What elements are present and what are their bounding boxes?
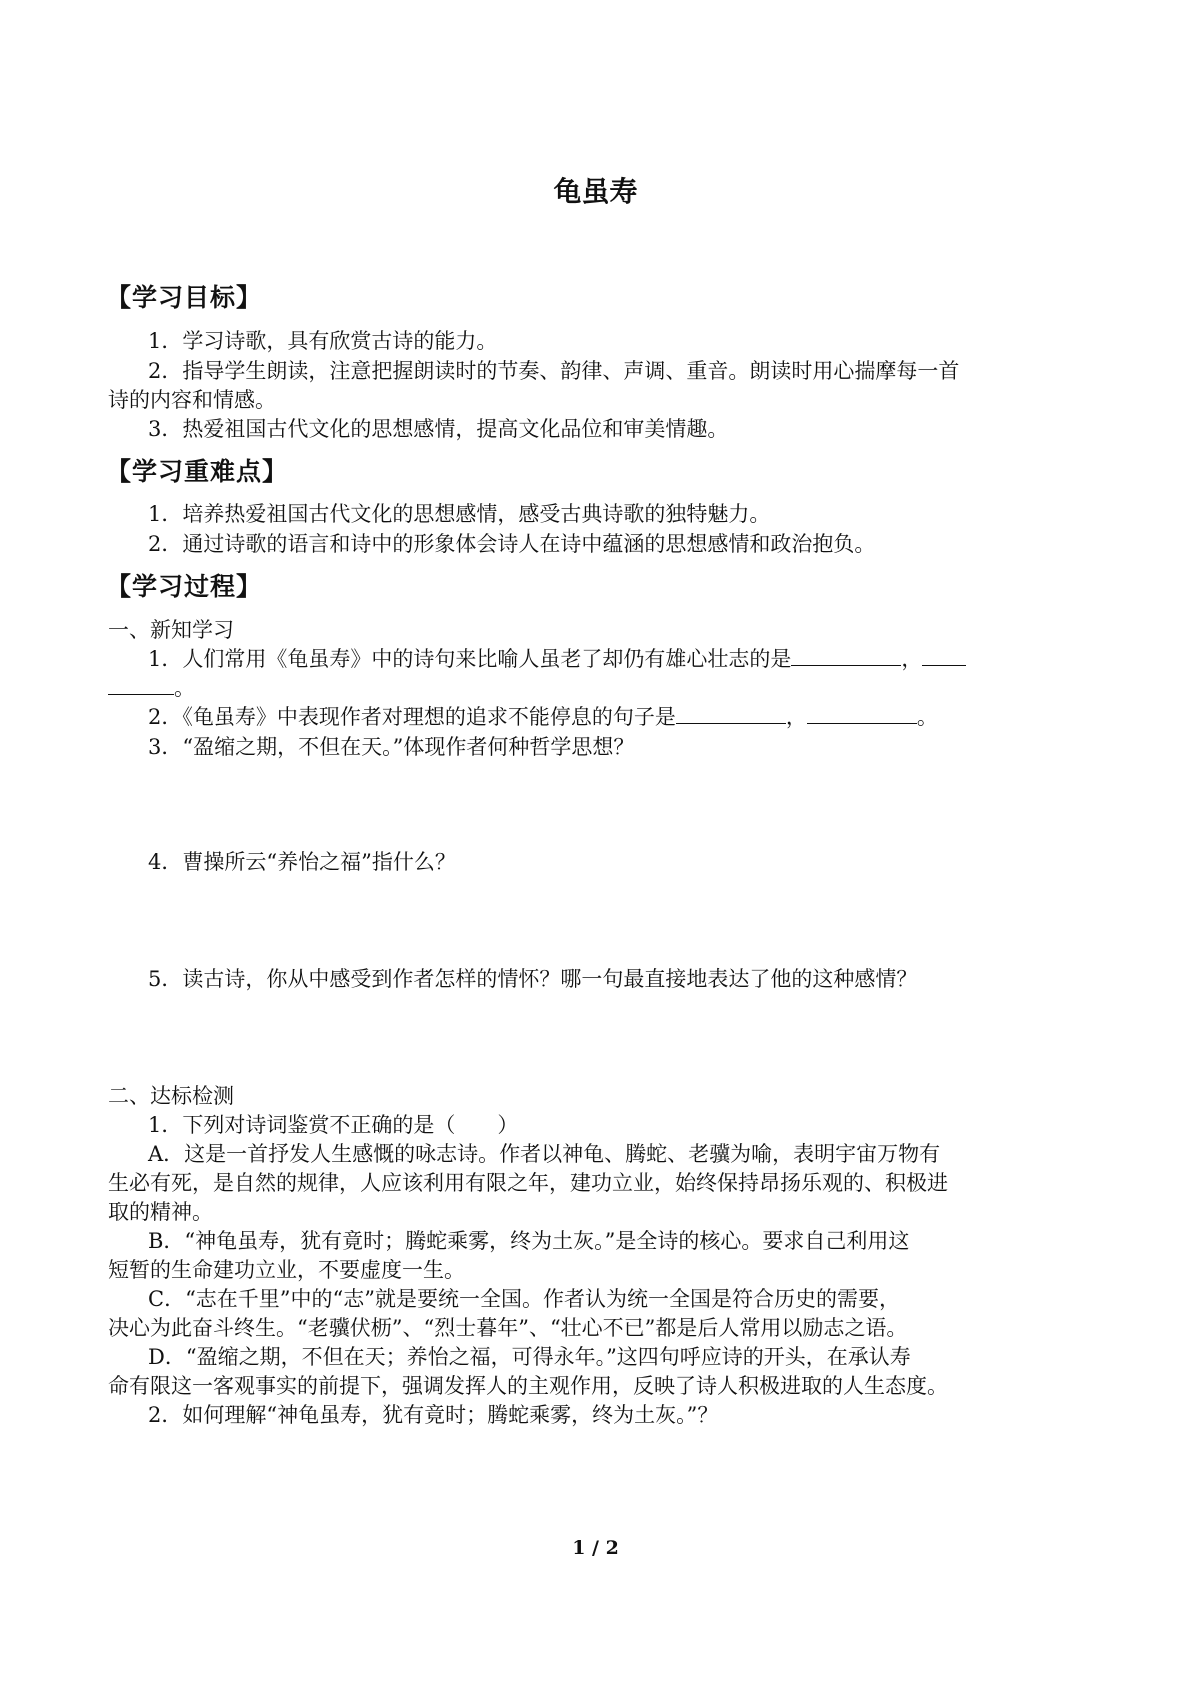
question-1-end: 。 <box>174 676 195 700</box>
test-question-1: 1．下列对诗词鉴赏不正确的是（ ） <box>148 1113 519 1137</box>
question-2-text: 2．《龟虽寿》中表现作者对理想的追求不能停息的句子是 <box>148 705 676 729</box>
goal-item-2-cont: 诗的内容和情感。 <box>108 388 276 412</box>
keypoint-item-2: 2．通过诗歌的语言和诗中的形象体会诗人在诗中蕴涵的思想感情和政治抱负。 <box>148 532 876 556</box>
option-a-line-1: A．这是一首抒发人生感慨的咏志诗。作者以神龟、腾蛇、老骥为喻，表明宇宙万物有 <box>148 1142 941 1166</box>
option-c-line-1: C．“志在千里”中的“志”就是要统一全国。作者认为统一全国是符合历史的需要， <box>148 1287 901 1311</box>
answer-blank[interactable] <box>791 647 901 666</box>
option-b-line-1: B．“神龟虽寿，犹有竟时；腾蛇乘雾，终为土灰。”是全诗的核心。要求自己利用这 <box>148 1229 910 1253</box>
goal-item-3: 3．热爱祖国古代文化的思想感情，提高文化品位和审美情趣。 <box>148 417 729 441</box>
option-a-line-3: 取的精神。 <box>108 1200 213 1224</box>
question-1-text: 1．人们常用《龟虽寿》中的诗句来比喻人虽老了却仍有雄心壮志的是 <box>148 647 792 671</box>
question-4: 4．曹操所云“养怡之福”指什么？ <box>148 850 456 874</box>
question-2 <box>148 701 938 731</box>
option-d-line-1: D．“盈缩之期，不但在天；养怡之福，可得永年。”这四句呼应诗的开头，在承认寿 <box>148 1345 911 1369</box>
section-heading-goals: 【学习目标】 <box>106 283 263 312</box>
option-c-line-2: 决心为此奋斗终生。“老骥伏枥”、“烈士暮年”、“壮心不已”都是后人常用以励志之语。 <box>108 1316 908 1340</box>
answer-blank[interactable] <box>807 705 917 724</box>
option-a-line-2: 生必有死，是自然的规律，人应该利用有限之年，建功立业，始终保持昂扬乐观的、积极进 <box>108 1171 948 1195</box>
question-2-sep: ， <box>785 705 807 729</box>
section-heading-process: 【学习过程】 <box>106 572 263 601</box>
section-heading-keypoints: 【学习重难点】 <box>106 457 289 486</box>
goal-item-2: 2．指导学生朗读，注意把握朗读时的节奏、韵律、声调、重音。朗读时用心揣摩每一首 <box>148 359 960 383</box>
test-question-2: 2．如何理解“神龟虽寿，犹有竟时；腾蛇乘雾，终为土灰。”？ <box>148 1403 719 1427</box>
page-title: 龟虽寿 <box>553 175 638 208</box>
question-1 <box>148 643 966 673</box>
part1-title: 一、新知学习 <box>108 618 234 642</box>
part2-title: 二、达标检测 <box>108 1084 234 1108</box>
option-b-line-2: 短暂的生命建功立业，不要虚度一生。 <box>108 1258 465 1282</box>
option-d-line-2: 命有限这一客观事实的前提下，强调发挥人的主观作用，反映了诗人积极进取的人生态度。 <box>108 1374 948 1398</box>
goal-item-1: 1．学习诗歌，具有欣赏古诗的能力。 <box>148 329 498 353</box>
answer-blank[interactable] <box>108 676 174 695</box>
question-5: 5．读古诗，你从中感受到作者怎样的情怀？哪一句最直接地表达了他的这种感情？ <box>148 967 918 991</box>
answer-blank[interactable] <box>922 647 966 666</box>
keypoint-item-1: 1．培养热爱祖国古代文化的思想感情，感受古典诗歌的独特魅力。 <box>148 502 771 526</box>
question-1-cont <box>108 672 195 702</box>
question-3: 3．“盈缩之期，不但在天。”体现作者何种哲学思想？ <box>148 735 635 759</box>
question-2-end: 。 <box>916 705 938 729</box>
page-number: 1 / 2 <box>572 1537 619 1559</box>
question-1-sep: ， <box>901 647 923 671</box>
answer-blank[interactable] <box>676 705 786 724</box>
